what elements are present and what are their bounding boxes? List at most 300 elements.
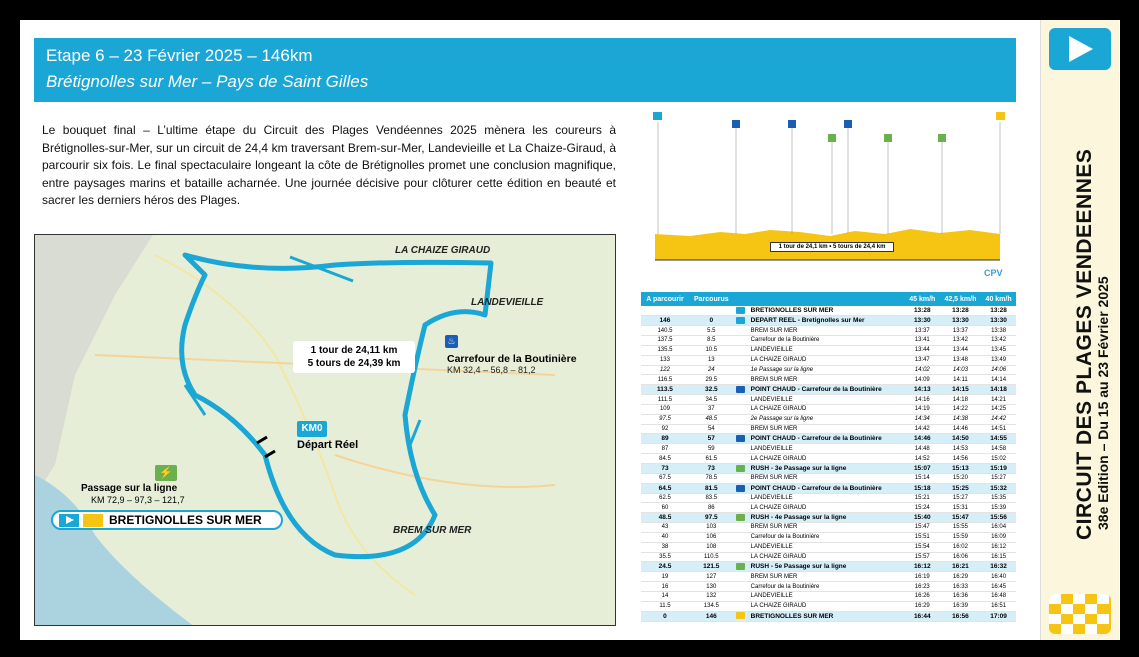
table-row (641, 306, 1016, 316)
play-icon (1049, 28, 1111, 70)
cell-location: 2e Passage sur la ligne (749, 414, 905, 424)
table-row (641, 355, 1016, 365)
carrefour-name: Carrefour de la Boutinière (447, 353, 577, 365)
carrefour-marker (445, 335, 577, 375)
cell-time-425: 14:15 (940, 385, 982, 395)
cell-parcourus: 132 (689, 591, 734, 601)
cell-location: LANDEVIEILLE (749, 345, 905, 355)
cell-parcourus (689, 306, 734, 316)
cell-time-425: 14:56 (940, 454, 982, 464)
cell-time-45: 16:19 (905, 572, 940, 582)
cell-parcourus: 10.5 (689, 345, 734, 355)
cell-icon (734, 444, 749, 454)
race-edition: 38e Edition – Du 15 au 23 Février 2025 (1095, 276, 1111, 530)
cell-time-40: 13:42 (981, 336, 1016, 346)
cell-time-45: 14:48 (905, 444, 940, 454)
cell-icon (734, 355, 749, 365)
pt-icon (736, 386, 745, 393)
cell-a-parcourir: 140.5 (641, 326, 689, 336)
cell-icon (734, 345, 749, 355)
cell-location: RUSH - 5e Passage sur la ligne (749, 562, 905, 572)
table-row (641, 414, 1016, 424)
cell-time-45: 14:34 (905, 414, 940, 424)
cell-a-parcourir: 14 (641, 591, 689, 601)
cell-location: BREM SUR MER (749, 523, 905, 533)
pt-icon (736, 435, 745, 442)
cell-time-425: 14:50 (940, 434, 982, 444)
cell-icon (734, 503, 749, 513)
rush-icon (736, 514, 745, 521)
cell-time-40: 14:55 (981, 434, 1016, 444)
cell-location: Carrefour de la Boutinière (749, 336, 905, 346)
cell-time-40: 15:02 (981, 454, 1016, 464)
cell-time-45: 16:23 (905, 582, 940, 592)
cell-location: LANDEVIEILLE (749, 444, 905, 454)
cell-time-425: 13:44 (940, 345, 982, 355)
cell-icon (734, 611, 749, 621)
cell-a-parcourir: 135.5 (641, 345, 689, 355)
cell-location: BREM SUR MER (749, 375, 905, 385)
cell-location: LA CHAIZE GIRAUD (749, 355, 905, 365)
col-parcourus: Parcourus (689, 292, 734, 306)
cell-parcourus: 121.5 (689, 562, 734, 572)
hot-spot-icon: ♨ (445, 335, 458, 348)
cell-time-40: 15:39 (981, 503, 1016, 513)
cell-a-parcourir: 24.5 (641, 562, 689, 572)
cell-time-40: 16:04 (981, 523, 1016, 533)
cell-time-40: 14:14 (981, 375, 1016, 385)
lightning-icon: ⚡ (155, 465, 177, 481)
cell-icon (734, 493, 749, 503)
cell-time-45: 14:16 (905, 395, 940, 405)
fin-icon (736, 612, 745, 619)
cell-time-425: 15:59 (940, 532, 982, 542)
cpv-logo: CPV (984, 268, 1003, 278)
cell-time-40: 15:32 (981, 483, 1016, 493)
cell-time-45: 15:24 (905, 503, 940, 513)
cell-parcourus: 108 (689, 542, 734, 552)
cell-time-425: 15:27 (940, 493, 982, 503)
cell-a-parcourir: 60 (641, 503, 689, 513)
cell-a-parcourir: 11.5 (641, 601, 689, 611)
cell-time-40: 16:32 (981, 562, 1016, 572)
cell-time-40: 13:30 (981, 316, 1016, 326)
cell-a-parcourir: 109 (641, 404, 689, 414)
cell-time-40: 16:15 (981, 552, 1016, 562)
cell-time-45: 14:02 (905, 365, 940, 375)
cell-time-425: 16:06 (940, 552, 982, 562)
cell-time-40: 13:28 (981, 306, 1016, 316)
cell-time-425: 14:38 (940, 414, 982, 424)
elevation-profile (650, 110, 1015, 268)
cell-location: BREM SUR MER (749, 424, 905, 434)
timetable (641, 292, 1016, 622)
cell-time-425: 14:11 (940, 375, 982, 385)
cell-location: BRETIGNOLLES SUR MER (749, 611, 905, 621)
cell-icon (734, 552, 749, 562)
table-row (641, 444, 1016, 454)
cell-time-45: 15:47 (905, 523, 940, 533)
cell-time-45: 14:52 (905, 454, 940, 464)
cell-a-parcourir: 19 (641, 572, 689, 582)
cell-location: POINT CHAUD - Carrefour de la Boutinière (749, 385, 905, 395)
cell-time-425: 14:03 (940, 365, 982, 375)
cell-parcourus: 57 (689, 434, 734, 444)
cell-location: LANDEVIEILLE (749, 493, 905, 503)
bretignolles-badge (51, 510, 283, 530)
profile-circuit-label: 1 tour de 24,1 km • 5 tours de 24,4 km (770, 242, 894, 252)
cell-location: LANDEVIEILLE (749, 542, 905, 552)
cell-time-45: 14:09 (905, 375, 940, 385)
cell-location: BREM SUR MER (749, 326, 905, 336)
cell-time-45: 13:44 (905, 345, 940, 355)
cell-time-45: 13:37 (905, 326, 940, 336)
km0-icon (736, 317, 745, 324)
cell-time-425: 13:37 (940, 326, 982, 336)
cell-time-40: 14:21 (981, 395, 1016, 405)
bretignolles-label: BRETIGNOLLES SUR MER (109, 513, 262, 527)
map-label-landevieille: LANDEVIEILLE (471, 297, 544, 308)
cell-parcourus: 81.5 (689, 483, 734, 493)
rush-icon (736, 563, 745, 570)
stage-intro-text: Le bouquet final – L’ultime étape du Circuit des Plages Vendéennes 2025 mènera les coureurs à Brétignolles-sur-Mer, sur un circuit de 24,4 km traversant Brem-sur-Mer, Landevieille et La Chaize-Giraud, à parcourir six fois. Le final spectaculaire longeant la côte de Brétignolles promet une conclusion magnifique, entre paysages marins et bataille acharnée. Une journée décisive pour clôturer cette édition en beauté et sacrer les derniers héros des Plages. (42, 123, 616, 207)
table-row (641, 385, 1016, 395)
cell-time-40: 14:25 (981, 404, 1016, 414)
map-label-brem: BREM SUR MER (393, 525, 472, 536)
checkered-flag-icon (83, 514, 103, 527)
col-icon (734, 292, 749, 306)
cell-time-40: 13:49 (981, 355, 1016, 365)
cell-time-425: 16:56 (940, 611, 982, 621)
cell-time-40: 15:56 (981, 513, 1016, 523)
play-icon (736, 307, 745, 314)
table-row (641, 395, 1016, 405)
cell-icon (734, 601, 749, 611)
cell-a-parcourir: 113.5 (641, 385, 689, 395)
cell-time-40: 16:51 (981, 601, 1016, 611)
cell-time-425: 15:31 (940, 503, 982, 513)
cell-location: LA CHAIZE GIRAUD (749, 601, 905, 611)
cell-time-425: 16:36 (940, 591, 982, 601)
cell-time-40: 15:35 (981, 493, 1016, 503)
cell-parcourus: 32.5 (689, 385, 734, 395)
cell-icon (734, 395, 749, 405)
cell-a-parcourir: 122 (641, 365, 689, 375)
cell-time-425: 15:47 (940, 513, 982, 523)
table-row (641, 611, 1016, 621)
table-row (641, 345, 1016, 355)
cell-icon (734, 404, 749, 414)
cell-location: RUSH - 4e Passage sur la ligne (749, 513, 905, 523)
cell-time-40: 15:19 (981, 464, 1016, 474)
cell-time-40: 16:12 (981, 542, 1016, 552)
cell-time-40: 16:09 (981, 532, 1016, 542)
cell-time-425: 16:21 (940, 562, 982, 572)
cell-a-parcourir: 133 (641, 355, 689, 365)
cell-parcourus: 54 (689, 424, 734, 434)
cell-time-40: 16:48 (981, 591, 1016, 601)
play-icon (59, 514, 79, 527)
cell-time-425: 14:46 (940, 424, 982, 434)
cell-time-425: 13:30 (940, 316, 982, 326)
cell-time-425: 14:53 (940, 444, 982, 454)
table-row (641, 513, 1016, 523)
cell-time-425: 16:29 (940, 572, 982, 582)
cell-parcourus: 97.5 (689, 513, 734, 523)
cell-parcourus: 134.5 (689, 601, 734, 611)
cell-icon (734, 473, 749, 483)
cell-parcourus: 61.5 (689, 454, 734, 464)
cell-icon (734, 316, 749, 326)
cell-time-40: 14:58 (981, 444, 1016, 454)
stage-subtitle: Brétignolles sur Mer – Pays de Saint Gilles (46, 72, 369, 91)
cell-location: 1e Passage sur la ligne (749, 365, 905, 375)
cell-icon (734, 385, 749, 395)
tour-line-2: 5 tours de 24,39 km (307, 358, 401, 369)
cell-icon (734, 591, 749, 601)
cell-icon (734, 336, 749, 346)
cell-parcourus: 73 (689, 464, 734, 474)
table-row (641, 365, 1016, 375)
cell-location: POINT CHAUD - Carrefour de la Boutinière (749, 483, 905, 493)
route-map (34, 234, 616, 626)
cell-parcourus: 106 (689, 532, 734, 542)
cell-location: DEPART REEL - Bretignolles sur Mer (749, 316, 905, 326)
cell-time-45: 15:57 (905, 552, 940, 562)
cell-parcourus: 37 (689, 404, 734, 414)
cell-time-45: 14:13 (905, 385, 940, 395)
cell-time-45: 14:42 (905, 424, 940, 434)
cell-time-40: 16:45 (981, 582, 1016, 592)
cell-icon (734, 513, 749, 523)
cell-a-parcourir: 89 (641, 434, 689, 444)
cell-time-40: 14:18 (981, 385, 1016, 395)
cell-a-parcourir: 87 (641, 444, 689, 454)
col-a-parcourir: A parcourir (641, 292, 689, 306)
cell-time-425: 14:18 (940, 395, 982, 405)
cell-parcourus: 24 (689, 365, 734, 375)
cell-time-425: 15:55 (940, 523, 982, 533)
cell-time-425: 16:33 (940, 582, 982, 592)
cell-location: LA CHAIZE GIRAUD (749, 454, 905, 464)
cell-a-parcourir: 48.5 (641, 513, 689, 523)
cell-icon (734, 414, 749, 424)
cell-parcourus: 8.5 (689, 336, 734, 346)
cell-icon (734, 464, 749, 474)
tour-line-1: 1 tour de 24,11 km (310, 345, 398, 356)
cell-time-45: 13:28 (905, 306, 940, 316)
cell-time-45: 13:41 (905, 336, 940, 346)
cell-parcourus: 5.5 (689, 326, 734, 336)
cell-a-parcourir: 137.5 (641, 336, 689, 346)
table-row (641, 601, 1016, 611)
stage-header (34, 38, 1016, 102)
cell-time-45: 15:07 (905, 464, 940, 474)
cell-icon (734, 454, 749, 464)
cell-location: Carrefour de la Boutinière (749, 582, 905, 592)
cell-icon (734, 326, 749, 336)
cell-icon (734, 375, 749, 385)
cell-parcourus: 13 (689, 355, 734, 365)
cell-time-45: 13:47 (905, 355, 940, 365)
cell-location: Carrefour de la Boutinière (749, 532, 905, 542)
cell-parcourus: 146 (689, 611, 734, 621)
side-banner (1040, 20, 1119, 640)
cell-a-parcourir: 111.5 (641, 395, 689, 405)
cell-icon (734, 562, 749, 572)
table-row (641, 523, 1016, 533)
cell-a-parcourir: 73 (641, 464, 689, 474)
cell-icon (734, 434, 749, 444)
table-row (641, 464, 1016, 474)
cell-time-40: 14:51 (981, 424, 1016, 434)
cell-parcourus: 110.5 (689, 552, 734, 562)
table-row (641, 326, 1016, 336)
cell-a-parcourir: 0 (641, 611, 689, 621)
col-40kmh: 40 km/h (981, 292, 1016, 306)
table-row (641, 562, 1016, 572)
cell-time-40: 15:27 (981, 473, 1016, 483)
cell-icon (734, 306, 749, 316)
cell-a-parcourir: 40 (641, 532, 689, 542)
cell-location: POINT CHAUD - Carrefour de la Boutinière (749, 434, 905, 444)
cell-location: LA CHAIZE GIRAUD (749, 552, 905, 562)
cell-parcourus: 127 (689, 572, 734, 582)
passage-label: Passage sur la ligne (81, 483, 178, 494)
table-row (641, 542, 1016, 552)
circuit-info-box (293, 341, 415, 373)
cell-icon (734, 542, 749, 552)
cell-location: BREM SUR MER (749, 572, 905, 582)
col-425kmh: 42,5 km/h (940, 292, 982, 306)
table-row (641, 336, 1016, 346)
cell-parcourus: 86 (689, 503, 734, 513)
cell-time-40: 13:45 (981, 345, 1016, 355)
col-45kmh: 45 km/h (905, 292, 940, 306)
table-row (641, 503, 1016, 513)
passage-km: KM 72,9 – 97,3 – 121,7 (91, 495, 185, 505)
cell-time-40: 17:09 (981, 611, 1016, 621)
col-location (749, 292, 905, 306)
cell-time-425: 15:20 (940, 473, 982, 483)
table-row (641, 582, 1016, 592)
cell-time-425: 13:42 (940, 336, 982, 346)
cell-a-parcourir: 92 (641, 424, 689, 434)
header-divider (636, 102, 1016, 110)
cell-time-45: 16:12 (905, 562, 940, 572)
cell-time-45: 16:44 (905, 611, 940, 621)
cell-location: LA CHAIZE GIRAUD (749, 404, 905, 414)
cell-time-40: 13:38 (981, 326, 1016, 336)
table-row (641, 404, 1016, 414)
cell-icon (734, 523, 749, 533)
cell-a-parcourir (641, 306, 689, 316)
cell-time-425: 13:48 (940, 355, 982, 365)
cell-time-45: 14:46 (905, 434, 940, 444)
cell-a-parcourir: 35.5 (641, 552, 689, 562)
cell-a-parcourir: 146 (641, 316, 689, 326)
cell-time-45: 14:19 (905, 404, 940, 414)
cell-time-425: 15:25 (940, 483, 982, 493)
cell-time-425: 16:39 (940, 601, 982, 611)
cell-parcourus: 103 (689, 523, 734, 533)
cell-a-parcourir: 16 (641, 582, 689, 592)
cell-time-425: 13:28 (940, 306, 982, 316)
table-row (641, 473, 1016, 483)
cell-parcourus: 34.5 (689, 395, 734, 405)
cell-time-45: 15:21 (905, 493, 940, 503)
table-row (641, 424, 1016, 434)
cell-a-parcourir: 67.5 (641, 473, 689, 483)
cell-parcourus: 0 (689, 316, 734, 326)
pt-icon (736, 485, 745, 492)
cell-a-parcourir: 43 (641, 523, 689, 533)
cell-a-parcourir: 97.5 (641, 414, 689, 424)
cell-a-parcourir: 116.5 (641, 375, 689, 385)
cell-icon (734, 532, 749, 542)
table-row (641, 493, 1016, 503)
cell-time-40: 16:40 (981, 572, 1016, 582)
timetable-header (641, 292, 1016, 306)
carrefour-km: KM 32,4 – 56,8 – 81,2 (447, 365, 536, 375)
table-row (641, 572, 1016, 582)
cell-parcourus: 130 (689, 582, 734, 592)
table-row (641, 316, 1016, 326)
cell-icon (734, 483, 749, 493)
table-row (641, 591, 1016, 601)
table-row (641, 552, 1016, 562)
cell-time-45: 15:54 (905, 542, 940, 552)
cell-a-parcourir: 38 (641, 542, 689, 552)
cell-time-45: 16:29 (905, 601, 940, 611)
map-label-chaize: LA CHAIZE GIRAUD (395, 245, 491, 256)
cell-time-40: 14:06 (981, 365, 1016, 375)
stage-title: Etape 6 – 23 Février 2025 – 146km (46, 46, 313, 65)
km0-badge: KM0 (297, 421, 327, 437)
cell-icon (734, 582, 749, 592)
checkered-flag-icon (1049, 594, 1111, 634)
cell-parcourus: 29.5 (689, 375, 734, 385)
cell-time-45: 16:26 (905, 591, 940, 601)
cell-icon (734, 572, 749, 582)
cell-location: RUSH - 3e Passage sur la ligne (749, 464, 905, 474)
table-row (641, 532, 1016, 542)
table-row (641, 483, 1016, 493)
cell-time-45: 15:18 (905, 483, 940, 493)
cell-parcourus: 78.5 (689, 473, 734, 483)
depart-reel-label: Départ Réel (297, 439, 359, 451)
cell-location: LA CHAIZE GIRAUD (749, 503, 905, 513)
cell-icon (734, 424, 749, 434)
cell-a-parcourir: 64.5 (641, 483, 689, 493)
cell-time-425: 14:22 (940, 404, 982, 414)
cell-time-425: 15:13 (940, 464, 982, 474)
table-row (641, 454, 1016, 464)
cell-time-45: 15:40 (905, 513, 940, 523)
table-row (641, 375, 1016, 385)
cell-parcourus: 83.5 (689, 493, 734, 503)
cell-time-40: 14:42 (981, 414, 1016, 424)
cell-time-425: 16:02 (940, 542, 982, 552)
rush-icon (736, 465, 745, 472)
cell-time-45: 15:51 (905, 532, 940, 542)
cell-parcourus: 59 (689, 444, 734, 454)
cell-a-parcourir: 62.5 (641, 493, 689, 503)
cell-location: LANDEVIEILLE (749, 395, 905, 405)
cell-a-parcourir: 84.5 (641, 454, 689, 464)
cell-time-45: 13:30 (905, 316, 940, 326)
cell-parcourus: 48.5 (689, 414, 734, 424)
